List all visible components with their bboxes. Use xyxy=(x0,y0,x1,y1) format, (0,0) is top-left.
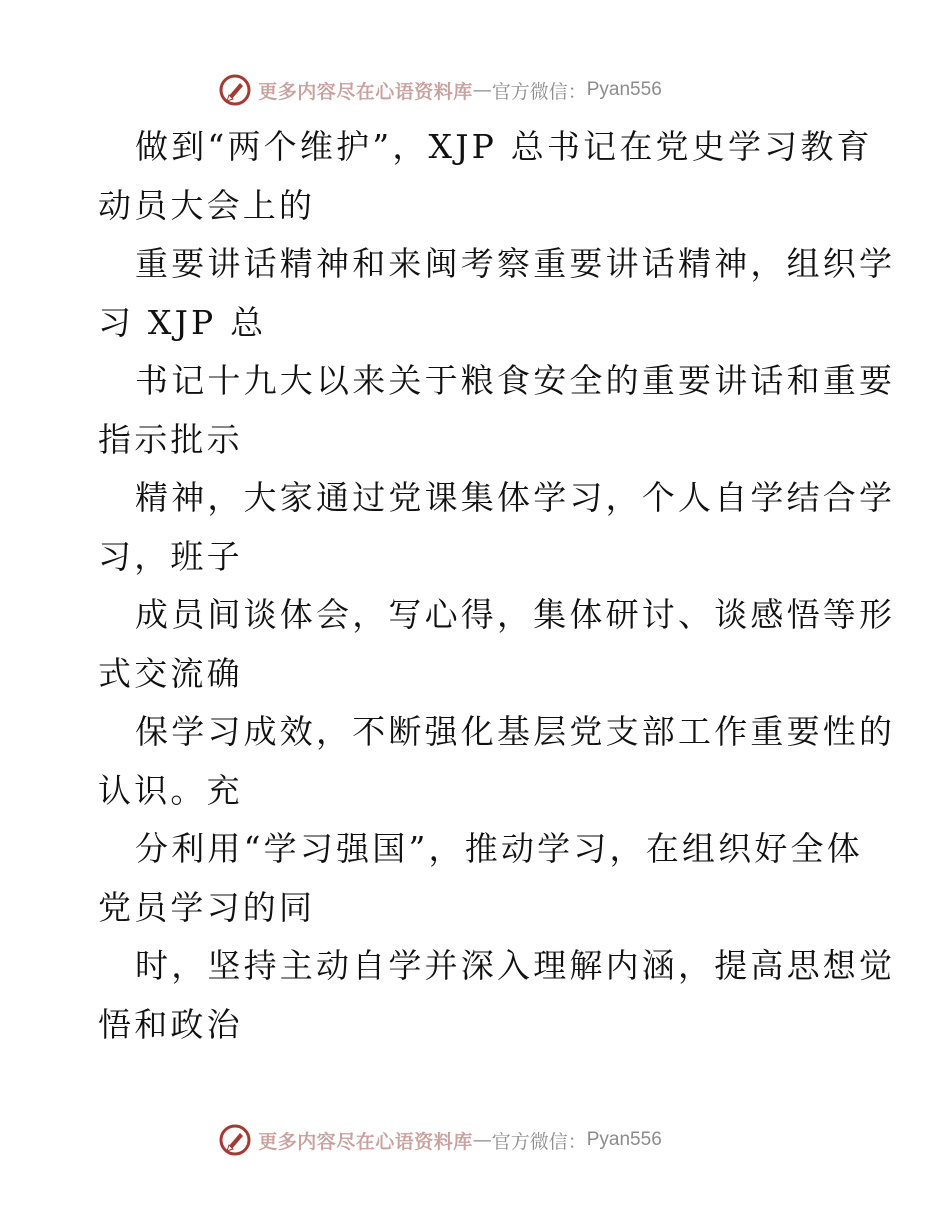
document-line: 习，班子 xyxy=(98,536,243,576)
watermark-official-label: 官方微信： xyxy=(491,1130,587,1153)
document-line: 成员间谈体会，写心得，集体研讨、谈感悟等形 xyxy=(135,595,896,634)
document-line: 重要讲话精神和来闽考察重要讲话精神，组织学 xyxy=(135,244,896,283)
document-line: 保学习成效，不断强化基层党支部工作重要性的 xyxy=(135,712,896,751)
watermark-text: 更多内容尽在心语资料库 xyxy=(258,80,473,103)
document-line: 习 XJP 总 xyxy=(98,302,267,342)
document-line: 指示批示 xyxy=(98,419,243,459)
header-watermark xyxy=(0,70,950,110)
watermark-wechat-id: Pyan556 xyxy=(586,1129,662,1150)
pen-logo-icon xyxy=(218,1123,252,1157)
footer-watermark xyxy=(0,1120,950,1160)
document-line: 悟和政治 xyxy=(98,1004,243,1044)
watermark-wechat-id: Pyan556 xyxy=(586,79,662,100)
document-line: 党员学习的同 xyxy=(98,887,316,927)
document-body xyxy=(98,118,896,1054)
document-line: 认识。充 xyxy=(98,770,243,810)
pen-logo-icon xyxy=(218,73,252,107)
document-line: 做到“两个维护”，XJP 总书记在党史学习教育 xyxy=(135,127,873,166)
watermark-text: 更多内容尽在心语资料库 xyxy=(258,1130,473,1153)
document-line: 时，坚持主动自学并深入理解内涵，提高思想觉 xyxy=(135,946,896,985)
document-line: 动员大会上的 xyxy=(98,185,316,225)
document-line: 分利用“学习强国”，推动学习，在组织好全体 xyxy=(135,829,863,868)
watermark-dash: — xyxy=(472,1129,492,1151)
document-line: 书记十九大以来关于粮食安全的重要讲话和重要 xyxy=(135,361,896,400)
watermark-dash: — xyxy=(472,79,492,101)
watermark-official-label: 官方微信： xyxy=(491,80,587,103)
document-line: 式交流确 xyxy=(98,653,243,693)
document-line: 精神，大家通过党课集体学习，个人自学结合学 xyxy=(135,478,896,517)
